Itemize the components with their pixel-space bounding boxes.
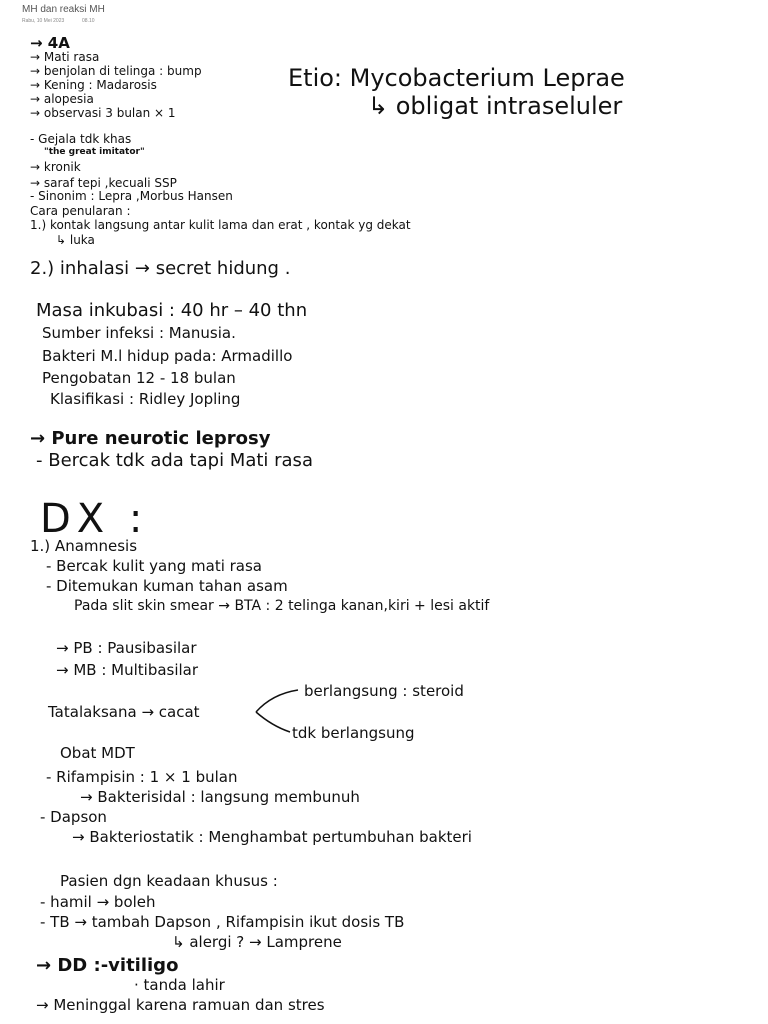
- mdt-title: Obat MDT: [60, 744, 135, 762]
- note-time: 08.10: [82, 18, 95, 24]
- pure-neurotic-line: - Bercak tdk ada tapi Mati rasa: [36, 450, 313, 471]
- list-item: → alopesia: [30, 92, 94, 106]
- dx-title: DX :: [40, 496, 149, 542]
- list-item: → observasi 3 bulan × 1: [30, 106, 176, 120]
- branch-line-top: [256, 690, 298, 712]
- mdt-rifampisin: - Rifampisin : 1 × 1 bulan: [46, 768, 238, 786]
- symptom-line: Cara penularan :: [30, 204, 131, 218]
- dx-line: - Ditemukan kuman tahan asam: [46, 577, 288, 595]
- list-item: → Kening : Madarosis: [30, 78, 157, 92]
- note-title: MH dan reaksi MH: [22, 4, 105, 15]
- inhalation-line: 2.) inhalasi → secret hidung .: [30, 258, 291, 279]
- type-mb: → MB : Multibasilar: [56, 661, 199, 679]
- type-pb: → PB : Pausibasilar: [56, 639, 197, 657]
- symptom-line: ↳ luka: [56, 233, 95, 247]
- management-branch-top: berlangsung : steroid: [304, 682, 464, 700]
- fact-treatment: Pengobatan 12 - 18 bulan: [42, 369, 236, 387]
- dx-line: - Bercak kulit yang mati rasa: [46, 557, 262, 575]
- fact-incubation: Masa inkubasi : 40 hr – 40 thn: [36, 300, 308, 321]
- note-date: Rabu, 10 Mei 2023: [22, 18, 65, 24]
- dx-anamnesis: 1.) Anamnesis: [30, 537, 138, 555]
- list-item: → Mati rasa: [30, 50, 100, 64]
- mdt-rifampisin-note: → Bakterisidal : langsung membunuh: [80, 788, 360, 806]
- special-allergy: ↳ alergi ? → Lamprene: [172, 933, 342, 951]
- etiology-line-1: Etio: Mycobacterium Leprae: [288, 64, 625, 92]
- symptom-line: - Sinonim : Lepra ,Morbus Hansen: [30, 189, 233, 203]
- fact-source: Sumber infeksi : Manusia.: [42, 324, 236, 342]
- pure-neurotic-title: → Pure neurotic leprosy: [30, 428, 271, 449]
- special-pregnant: - hamil → boleh: [40, 893, 156, 911]
- branch-line-bottom: [256, 712, 290, 732]
- management-left: Tatalaksana → cacat: [48, 703, 200, 721]
- symptom-line: → saraf tepi ,kecuali SSP: [30, 176, 177, 190]
- list-item: → benjolan di telinga : bump: [30, 64, 202, 78]
- special-title: Pasien dgn keadaan khusus :: [60, 872, 278, 890]
- dd-birthmark: · tanda lahir: [134, 976, 225, 994]
- heading-4a: → 4A: [30, 34, 70, 52]
- special-tb: - TB → tambah Dapson , Rifampisin ikut dosis TB: [40, 913, 405, 931]
- dd-title: → DD :-vitiligo: [36, 955, 179, 976]
- etiology-line-2: ↳ obligat intraseluler: [368, 92, 623, 120]
- symptom-line: - Gejala tdk khas: [30, 132, 132, 146]
- dx-line: Pada slit skin smear → BTA : 2 telinga kanan,kiri + lesi aktif: [74, 598, 490, 614]
- symptom-line: 1.) kontak langsung antar kulit lama dan erat , kontak yg dekat: [30, 218, 411, 232]
- mdt-dapson: - Dapson: [40, 808, 107, 826]
- fact-bacteria: Bakteri M.l hidup pada: Armadillo: [42, 347, 293, 365]
- symptom-line: → kronik: [30, 160, 81, 174]
- symptom-line: "the great imitator": [44, 147, 145, 157]
- dd-death: → Meninggal karena ramuan dan stres: [36, 996, 325, 1014]
- mdt-dapson-note: → Bakteriostatik : Menghambat pertumbuhan bakteri: [72, 828, 472, 846]
- management-branch-bottom: tdk berlangsung: [292, 724, 415, 742]
- fact-classification: Klasifikasi : Ridley Jopling: [50, 390, 241, 408]
